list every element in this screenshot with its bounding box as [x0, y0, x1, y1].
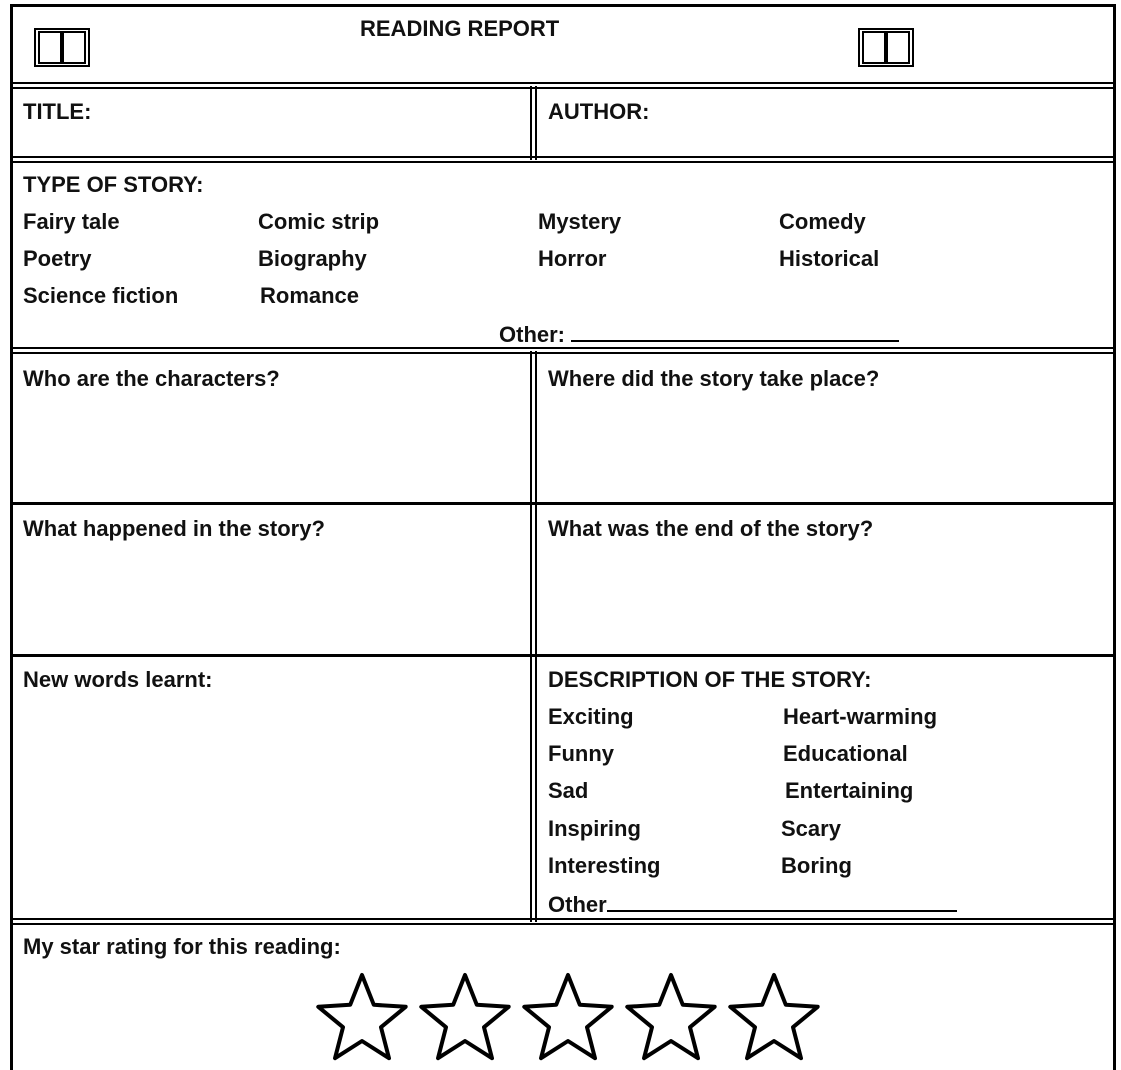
page-title: READING REPORT	[360, 16, 560, 41]
description-option: Boring	[781, 853, 852, 878]
divider	[10, 347, 1116, 354]
story-type-option: Historical	[779, 246, 880, 271]
characters-question: Who are the characters?	[23, 366, 280, 391]
star-outline-icon[interactable]	[726, 971, 822, 1067]
column-divider	[530, 351, 537, 505]
story-type-option: Poetry	[23, 246, 92, 271]
column-divider	[530, 86, 537, 160]
star-rating-label: My star rating for this reading:	[23, 934, 341, 959]
star-outline-icon[interactable]	[417, 971, 513, 1067]
column-divider	[530, 657, 537, 922]
description-option: Scary	[781, 816, 841, 841]
other-blank-line[interactable]	[571, 322, 899, 342]
description-option: Exciting	[548, 704, 634, 729]
description-option: Interesting	[548, 853, 661, 878]
type-of-story-heading: TYPE OF STORY:	[23, 172, 204, 197]
book-icon-left	[33, 26, 91, 68]
other-story-type	[499, 322, 899, 346]
description-option: Inspiring	[548, 816, 641, 841]
ending-question: What was the end of the story?	[548, 516, 874, 541]
star-outline-icon[interactable]	[623, 971, 719, 1067]
divider	[10, 502, 1116, 505]
story-type-option: Romance	[260, 283, 360, 308]
story-type-option: Biography	[258, 246, 367, 271]
story-type-option: Comedy	[779, 209, 866, 234]
other-blank-line[interactable]	[607, 892, 957, 912]
happened-question: What happened in the story?	[23, 516, 325, 541]
description-option: Entertaining	[785, 778, 914, 803]
other-label: Other:	[499, 322, 565, 347]
star-outline-icon[interactable]	[520, 971, 616, 1067]
book-icon-right	[857, 26, 915, 68]
place-question: Where did the story take place?	[548, 366, 880, 391]
story-type-option: Fairy tale	[23, 209, 120, 234]
story-type-option: Horror	[538, 246, 607, 271]
divider	[10, 82, 1116, 89]
title-label: TITLE:	[23, 99, 92, 124]
story-type-option: Comic strip	[258, 209, 380, 234]
story-type-option: Science fiction	[23, 283, 179, 308]
story-type-option: Mystery	[538, 209, 622, 234]
column-divider	[530, 505, 537, 656]
new-words-label: New words learnt:	[23, 667, 213, 692]
author-label: AUTHOR:	[548, 99, 650, 124]
description-heading: DESCRIPTION OF THE STORY:	[548, 667, 872, 692]
description-option: Funny	[548, 741, 614, 766]
description-option: Educational	[783, 741, 908, 766]
other-label: Other	[548, 892, 607, 917]
description-option: Sad	[548, 778, 589, 803]
star-outline-icon[interactable]	[314, 971, 410, 1067]
description-option: Heart-warming	[783, 704, 938, 729]
divider	[10, 654, 1116, 657]
other-description	[548, 892, 957, 916]
divider	[10, 918, 1116, 925]
divider	[10, 156, 1116, 163]
